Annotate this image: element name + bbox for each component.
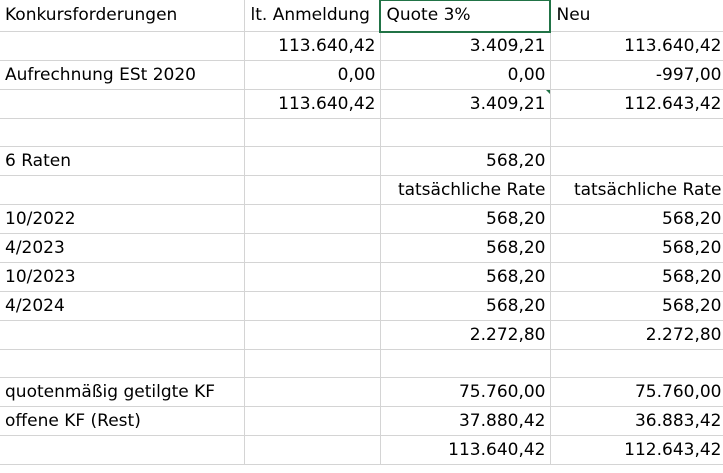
comment-indicator-icon: [545, 90, 551, 96]
cell[interactable]: 10/2023: [0, 263, 244, 292]
cell[interactable]: [380, 119, 550, 147]
cell[interactable]: 113.640,42: [380, 436, 550, 465]
cell[interactable]: Aufrechnung ESt 2020: [0, 61, 244, 90]
cell[interactable]: [0, 350, 244, 378]
table-row: [0, 205, 723, 234]
cell[interactable]: 37.880,42: [380, 407, 550, 436]
cell[interactable]: [244, 321, 380, 350]
cell[interactable]: 3.409,21: [380, 32, 550, 61]
cell-a1[interactable]: Konkursforderungen: [0, 0, 244, 32]
cell[interactable]: 2.272,80: [550, 321, 723, 350]
cell[interactable]: 568,20: [380, 205, 550, 234]
table-row: [0, 407, 723, 436]
cell[interactable]: 113.640,42: [244, 32, 380, 61]
cell[interactable]: 4/2024: [0, 292, 244, 321]
cell[interactable]: [244, 436, 380, 465]
cell-b1[interactable]: lt. Anmeldung: [244, 0, 380, 32]
cell[interactable]: [550, 350, 723, 378]
cell[interactable]: 0,00: [244, 61, 380, 90]
cell-value: 3.409,21: [469, 94, 546, 114]
cell[interactable]: 0,00: [380, 61, 550, 90]
table-row: [0, 378, 723, 407]
cell[interactable]: [244, 176, 380, 205]
table-row: [0, 234, 723, 263]
cell[interactable]: offene KF (Rest): [0, 407, 244, 436]
cell[interactable]: 36.883,42: [550, 407, 723, 436]
cell[interactable]: 568,20: [380, 263, 550, 292]
cell[interactable]: 75.760,00: [550, 378, 723, 407]
cell[interactable]: [244, 119, 380, 147]
cell[interactable]: 10/2022: [0, 205, 244, 234]
cell[interactable]: tatsächliche Rate: [550, 176, 723, 205]
cell[interactable]: tatsächliche Rate: [380, 176, 550, 205]
cell[interactable]: 75.760,00: [380, 378, 550, 407]
cell[interactable]: 112.643,42: [550, 436, 723, 465]
cell[interactable]: [244, 147, 380, 176]
cell[interactable]: [244, 292, 380, 321]
cell[interactable]: 568,20: [380, 292, 550, 321]
cell[interactable]: 4/2023: [0, 234, 244, 263]
table-row: [0, 292, 723, 321]
cell[interactable]: -997,00: [550, 61, 723, 90]
cell-c1-selected[interactable]: Quote 3%: [380, 0, 550, 32]
cell[interactable]: [244, 205, 380, 234]
table-row: [0, 32, 723, 61]
cell[interactable]: 568,20: [550, 292, 723, 321]
cell[interactable]: quotenmäßig getilgte KF: [0, 378, 244, 407]
cell[interactable]: [0, 90, 244, 119]
cell[interactable]: [550, 119, 723, 147]
cell[interactable]: [0, 32, 244, 61]
table-row: [0, 263, 723, 292]
cell[interactable]: [244, 378, 380, 407]
cell[interactable]: [0, 436, 244, 465]
cell[interactable]: [244, 234, 380, 263]
cell-d1[interactable]: Neu: [550, 0, 723, 32]
cell[interactable]: 113.640,42: [550, 32, 723, 61]
cell[interactable]: [380, 350, 550, 378]
header-row: [0, 0, 723, 32]
cell[interactable]: 113.640,42: [244, 90, 380, 119]
table-row: [0, 350, 723, 378]
table-row: [0, 61, 723, 90]
table-row: [0, 90, 723, 119]
cell[interactable]: [244, 263, 380, 292]
table-row: [0, 147, 723, 176]
table-row: [0, 321, 723, 350]
cell[interactable]: 568,20: [550, 205, 723, 234]
cell[interactable]: [550, 147, 723, 176]
table-row: [0, 436, 723, 465]
cell[interactable]: 568,20: [550, 234, 723, 263]
cell-with-comment[interactable]: [380, 90, 550, 119]
cell[interactable]: [0, 321, 244, 350]
cell[interactable]: 2.272,80: [380, 321, 550, 350]
table-row: [0, 119, 723, 147]
table-row: [0, 176, 723, 205]
cell[interactable]: 568,20: [380, 234, 550, 263]
cell[interactable]: 6 Raten: [0, 147, 244, 176]
cell[interactable]: [0, 176, 244, 205]
cell[interactable]: [0, 119, 244, 147]
cell[interactable]: [244, 407, 380, 436]
cell[interactable]: [244, 350, 380, 378]
cell[interactable]: 568,20: [550, 263, 723, 292]
cell[interactable]: 568,20: [380, 147, 550, 176]
cell[interactable]: 112.643,42: [550, 90, 723, 119]
